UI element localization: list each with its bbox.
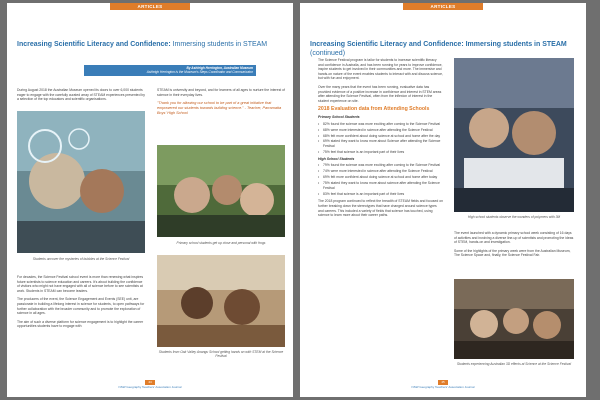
page-number: 45 [438,380,448,385]
oak-valley-image [157,255,285,347]
caption-bubbles: Students uncover the mysteries of bubbles at the Science Festival [32,257,130,261]
page-footer: NSW Geography Teachers' Association Journal [118,385,182,389]
author-line: By Ashleigh Herrington, Australian Museum [186,66,253,70]
paragraph: The Science Festival program is tailor for students to increase scientific literacy and confidence in Australia, and has been running for years to improve confidence, inspire students to get involved in their communities and more. The immersive and hands-on nature of the event enables students to interact with and discuss science, but with fun and enjoyment. [318,58,443,81]
articles-tab: ARTICLES [110,3,190,10]
author-role: Ashleigh Herrington is the Museum's Steps Coordinator and Communicator [146,70,253,75]
list-item: • 69% stated they want to know more about Science after attending the Science Festival [318,139,443,148]
paragraph: The 2018 program continued to reflect the breadth of STEAM fields and focused on further breaking down the stereotypes that have changed around science types and careers. This included a variety of fields that science has touched, using science to learn more about their career paths. [318,199,443,218]
list-item: • 69% felt more confident about doing science at school and home after today [318,175,443,180]
author-bar [84,65,256,76]
pull-quote: "Thank you for allowing our school to be part of a great initiative that empowered our students towards building science." - Teacher, Parramatta Boys' High School [157,101,282,115]
title-rest: (continued) [310,50,346,57]
frogs-image [157,145,285,237]
article-title [310,40,578,58]
list-item: • 68% were more interested in science after attending the Science Festival [318,128,443,133]
left-page [7,3,293,397]
list-item: • 74% were more interested in science after attending the Science Festival [318,169,443,174]
left-col2-top [157,88,285,120]
title-rest: Immersing students in STEAM [172,41,268,48]
bubbles-image [17,111,145,253]
photo-bubbles [17,111,145,253]
caption-frogs: Primary school students get up close and personal with frogs [176,241,266,245]
paragraph: Over the many years that the event has been running, evaluative data has provided evidence of a positive increase in confidence and interest in STEM areas after attending the Science Festival, often from the inflexion of interest in the student experience on site. [318,84,442,103]
photo-polymers [454,58,574,212]
caption-3d: Students experiencing Australian 3D effects at Science at the Science Festival [456,362,572,366]
polymers-image [454,58,574,212]
high-label: High School Students [318,156,355,161]
3d-image [454,279,574,359]
paragraph: The event launched with a dynamic primary school week consisting of 16 days of activities and involving a diverse line-up of scientists and promoting the ideas of STEM, hands-on and investigation. [454,231,574,245]
caption-polymers: High school students observe the wonders of polymers with 3M [467,215,561,219]
photo-frogs [157,145,285,237]
paragraph: Some of the highlights of the primary week were from the Australian Museum, The Science Space and, finally, the Science Festival Fair. [454,248,571,258]
list-item: • 75% feel that science is an important part of their lives [318,150,443,155]
list-item: • 75% stated they want to know more about science after attending the Science Festival [318,181,443,190]
primary-list [318,122,443,155]
photo-3d [454,279,574,359]
page-footer: NSW Geography Teachers' Association Journal [411,385,475,389]
caption-oak-valley: Students from Oak Valley Anangu School getting hands on with STEM at the Science Festival [158,350,284,359]
list-item: • 82% found the science was more exciting after coming to the Science Festival [318,122,443,127]
list-item: • 83% feel that science is an important part of their lives [318,192,443,197]
list-item: • 79% found the science was more exciting after coming to the Science Festival [318,163,443,168]
right-col1 [318,58,443,222]
high-list [318,163,443,196]
page-number: 44 [145,380,155,385]
article-title [17,40,285,49]
primary-label: Primary School Students [318,114,360,119]
paragraph: The producers of the event, the Science Engagement and Events (SEE) unit, are passionate in building a lifelong interest in science for students, to open pathways for further collaboration with the broader community and to promote the exploration of science in all ages. [17,297,145,316]
paragraph: For decades, the Science Festival school event is more than renewing what inspires future scientists to science education and careers. It's about building the confidence of visitors who might not have engaged with all of science before to see scientists at work. Students in STEAM can become leaders. [17,275,144,293]
paragraph: The aim of such a diverse platform for science engagement is to highlight the career opportunities students have to engage with [17,319,144,329]
title-bold: Increasing Scientific Literacy and Confidence: Immersing students in STEAM [310,41,567,48]
left-col1-top [17,88,145,106]
right-page [300,3,586,397]
left-col1-bottom [17,275,145,333]
list-item: • 68% felt more confident about doing science at school and home after the day [318,134,443,139]
paragraph: STEAM is university and beyond, and for learners of all ages to nurture the interest of science in their everyday lives. [157,88,285,97]
section-heading: 2018 Evaluation data from Attending Schools [318,106,430,113]
photo-oak-valley [157,255,285,347]
articles-tab: ARTICLES [403,3,483,10]
title-bold: Increasing Scientific Literacy and Confidence: [17,41,171,48]
right-col2 [454,231,574,262]
paragraph: During August 2018 the Australian Museum opened its doors to over 6,000 students eager to engage with the carefully curated array of STEAM experiences presented by a selection of the top educators and scientific organisations. [17,88,145,102]
